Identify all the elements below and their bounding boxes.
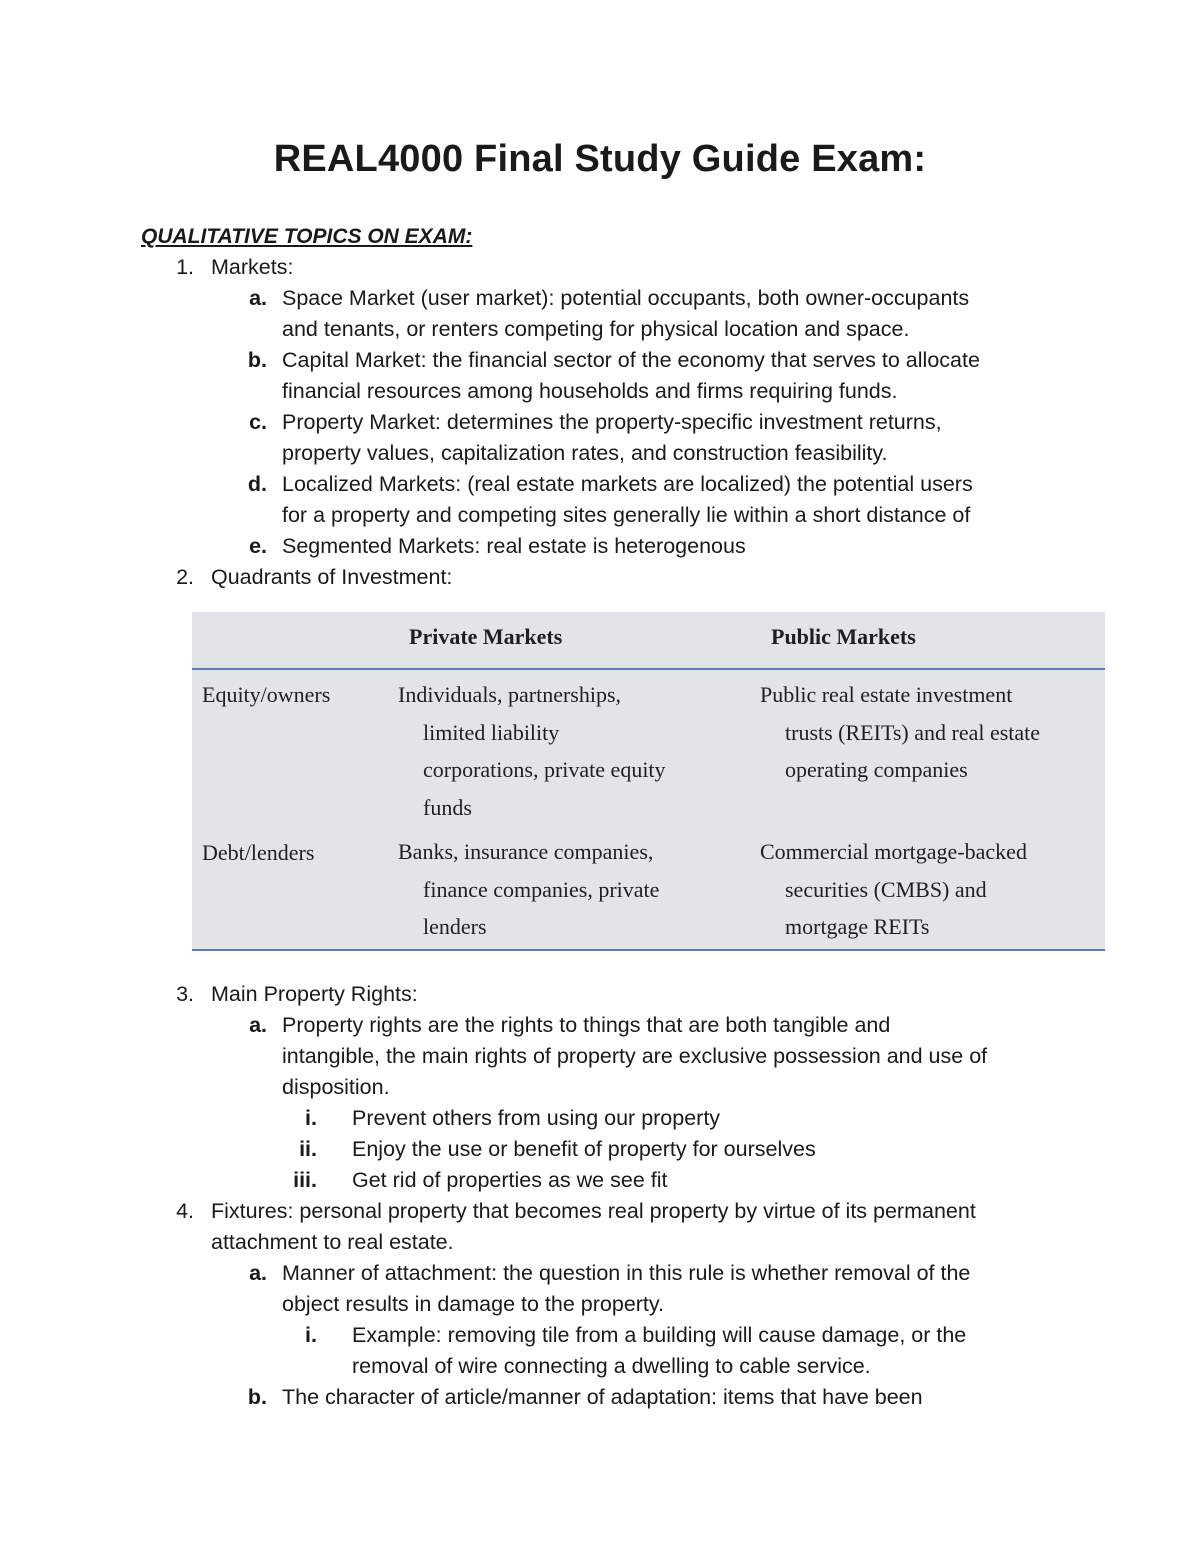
list-item-text: property values, capitalization rates, and construction feasibility. [282,441,888,465]
table-cell-line: operating companies [785,757,968,782]
list-item-text: The character of article/manner of adaptation: items that have been [282,1385,923,1409]
list-item-text: Markets: [211,255,294,279]
table-header-public: Public Markets [771,624,916,649]
list-item-text: Example: removing tile from a building will cause damage, or the [352,1323,967,1347]
section-heading: QUALITATIVE TOPICS ON EXAM: [141,225,473,248]
table-row-label: Equity/owners [202,682,331,707]
table-cell [760,676,1040,789]
list-item-text: removal of wire connecting a dwelling to cable service. [352,1354,871,1378]
table-cell-line: Individuals, partnerships, [398,682,622,707]
list-item-text: Fixtures: personal property that becomes real property by virtue of its permanent [211,1199,976,1223]
table-cell [398,833,659,946]
quadrants-table [192,612,1105,951]
table-cell-line: securities (CMBS) and [785,876,987,902]
table-header-private: Private Markets [409,624,563,649]
list-item-text: Property Market: determines the property-specific investment returns, [282,410,942,434]
list-letter: a. [249,1261,267,1285]
list-item-text: Localized Markets: (real estate markets are localized) the potential users [282,472,973,496]
list-item-text: Get rid of properties as we see fit [352,1168,668,1192]
list-letter: a. [249,286,267,310]
list-number: 2. [176,565,194,589]
list-roman: ii. [299,1137,317,1161]
list-item-text: Prevent others from using our property [352,1106,721,1130]
list-item-text: Space Market (user market): potential occupants, both owner-occupants [282,286,970,310]
table-cell-line: funds [423,794,472,820]
list-item-text: Capital Market: the financial sector of the economy that serves to allocate [282,348,980,372]
list-item-text: disposition. [282,1075,390,1099]
list-item-text: for a property and competing sites generally lie within a short distance of [282,503,971,527]
list-number: 4. [176,1199,194,1223]
list-letter: a. [249,1013,267,1037]
list-item-text: Quadrants of Investment: [211,565,453,589]
list-item-text: and tenants, or renters competing for physical location and space. [282,317,910,341]
table-cell [398,676,666,826]
list-item-text: object results in damage to the property. [282,1292,665,1316]
document-title: REAL4000 Final Study Guide Exam: [273,138,927,180]
list-letter: b. [247,348,267,372]
table-cell-line: corporations, private equity [423,757,666,782]
list-letter: c. [249,410,267,434]
list-item-text: attachment to real estate. [211,1230,454,1254]
list-number: 3. [176,982,194,1006]
list-letter: e. [249,534,267,558]
list-item-text: Manner of attachment: the question in this rule is whether removal of the [282,1261,971,1285]
table-cell-line: limited liability [423,719,560,745]
list-roman: iii. [293,1168,317,1192]
list-item-text: Segmented Markets: real estate is heterogenous [282,534,746,558]
table-cell-line: Banks, insurance companies, [398,839,654,864]
table-row-label: Debt/lenders [202,840,315,865]
list-roman: i. [305,1106,317,1130]
table-cell-line: Public real estate investment [760,682,1013,707]
table-cell [760,833,1027,946]
list-roman: i. [305,1323,317,1347]
list-item-text: intangible, the main rights of property are exclusive possession and use of [282,1044,988,1068]
table-cell-line: lenders [423,914,487,939]
list-item-text: Property rights are the rights to things that are both tangible and [282,1013,891,1037]
list-letter: b. [247,1385,267,1409]
table-cell-line: finance companies, private [423,876,660,902]
list-letter: d. [247,472,267,496]
list-item-text: Main Property Rights: [211,982,418,1006]
table-cell-line: Commercial mortgage-backed [760,839,1027,864]
list-item-text: Enjoy the use or benefit of property for ourselves [352,1137,816,1161]
table-cell-line: trusts (REITs) and real estate [785,719,1041,745]
table-header-divider [192,668,1105,670]
list-item-text: financial resources among households and firms requiring funds. [282,379,898,403]
list-number: 1. [176,255,194,279]
table-cell-line: mortgage REITs [785,914,930,939]
